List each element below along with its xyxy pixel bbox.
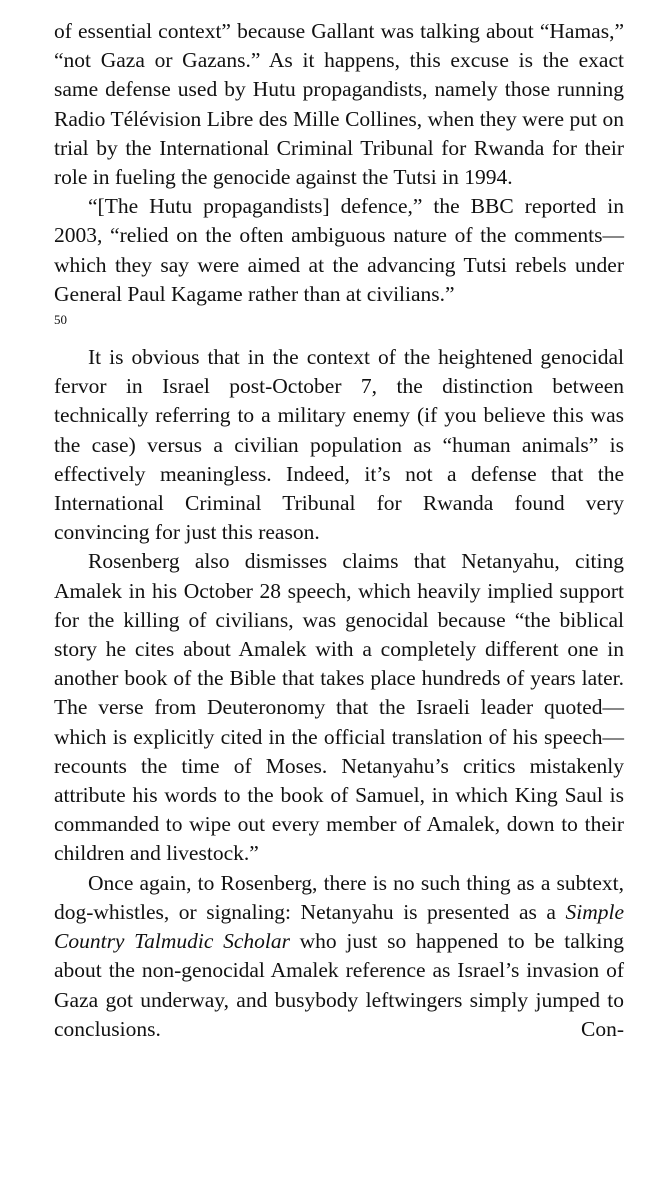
paragraph-3: It is obvious that in the context of the heightened genocidal fervor in Israel post-October 7, the distinction between technically referring to a military enemy (if you believe this was the case) versus a civilian population as “human animals” is effectively meaningless. Indeed, it’s not a defense that the International Criminal Tribunal for Rwanda found very convincing for just this reason. (54, 345, 624, 545)
footnote-marker: 50 (54, 312, 67, 328)
paragraph-1: of essential context” because Gallant was talking about “Hamas,” “not Gaza or Gazans.” As it happens, this excuse is the exact same defense used by Hutu propagandists, namely those running Radio Télévision Libre des Mille Collines, when they were put on trial by the International Criminal Tribunal for Rwanda for their role in fueling the genocide against the Tutsi in 1994. (54, 19, 624, 190)
paragraph-5 (54, 869, 624, 1044)
paragraph-5-start: Once again, to Rosenberg, there is no such thing as a subtext, dog-whistles, or signaling: Netanyahu is presented as a (54, 870, 624, 924)
paragraph-4: Rosenberg also dismisses claims that Netanyahu, citing Amalek in his October 28 speech, which heavily implied support for the killing of civilians, was genocidal because “the biblical story he cites about Amalek with a completely different one in another book of the Bible that takes place hundreds of years later. The verse from Deuteronomy that the Israeli leader quoted—which is explicitly cited in the official translation of his speech—recounts the time of Moses. Netanyahu’s critics mistakenly attribute his words to the book of Samuel, in which King Saul is commanded to wipe out every member of Amalek, down to their children and livestock.” (54, 549, 624, 866)
italic-title: Simple Country Talmudic Scholar (54, 899, 624, 954)
book-page (54, 17, 624, 1044)
paragraph-5-end: who just so happened to be talking about the non-genocidal Amalek reference as Israel’s invasion of Gaza got underway, and busybody leftwingers simply jumped to conclusions. Con- (54, 929, 624, 1041)
paragraph-2: “[The Hutu propagandists] defence,” the BBC reported in 2003, “relied on the often ambiguous nature of the comments—which they say were aimed at the advancing Tutsi rebels under General Paul Kagame rather than at civilians.” (54, 194, 624, 306)
